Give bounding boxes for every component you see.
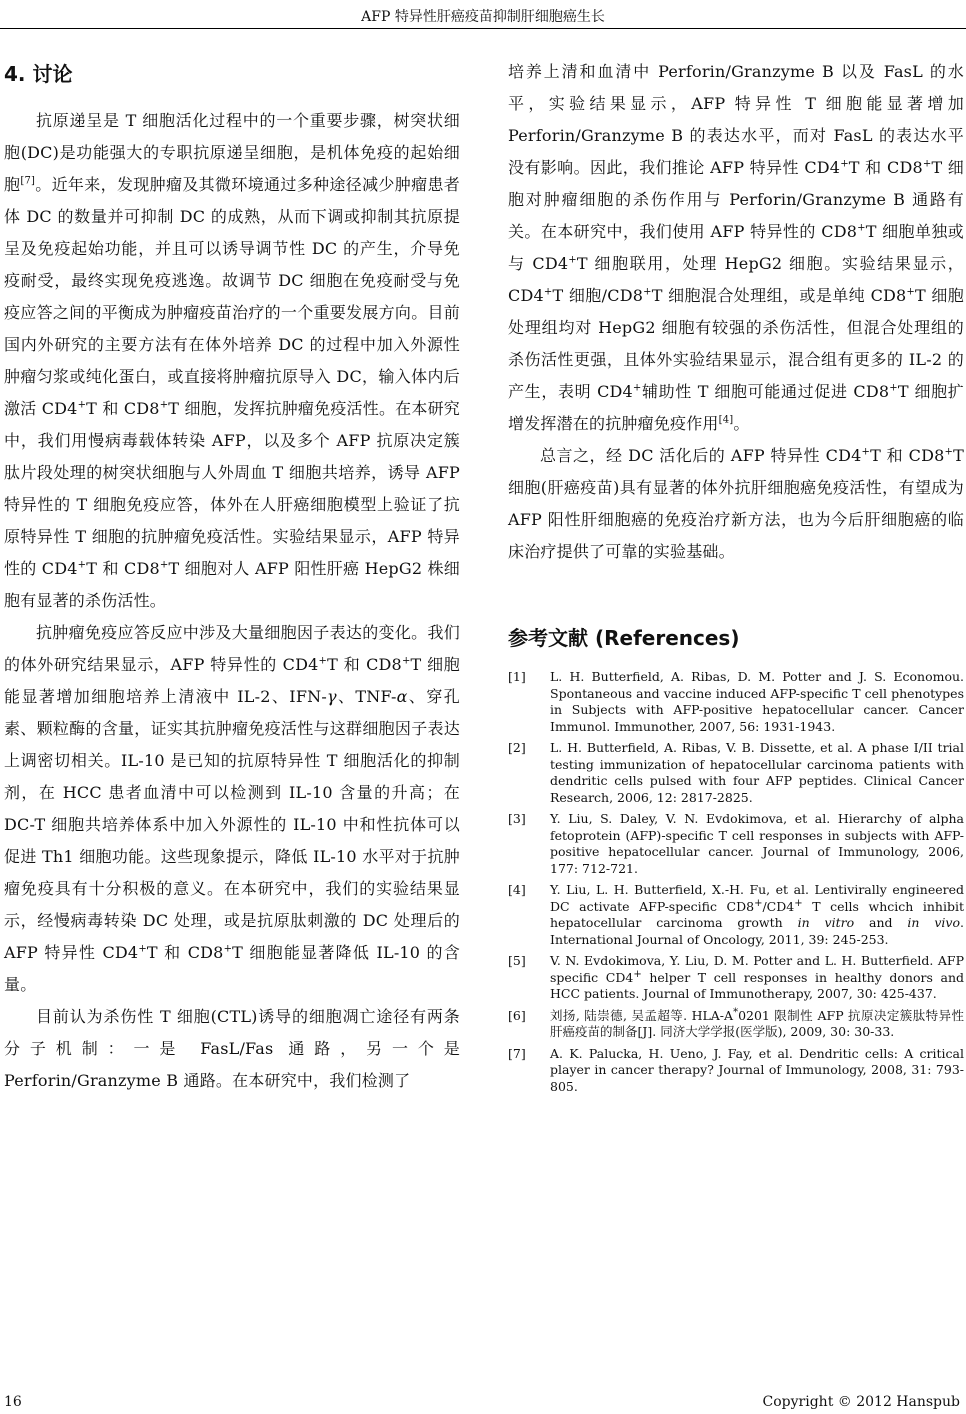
reference-text: V. N. Evdokimova, Y. Liu, D. M. Potter and L. H. Butterfield. AFP specific CD4+ helper T cell responses in healthy donors and HCC patients. Journal of Immunotherapy, 2007, 30: 425-437.	[550, 953, 964, 1001]
reference-item	[508, 811, 964, 877]
superscript: +	[138, 943, 147, 955]
left-paragraph-3: 目前认为杀伤性 T 细胞(CTL)诱导的细胞凋亡途径有两条分子机制：一是 FasL/Fas 通路，另一个是 Perforin/Granzyme B 通路。在本研究中，我们检测了	[4, 1007, 460, 1090]
reference-item	[508, 669, 964, 735]
superscript: *	[733, 1006, 739, 1018]
superscript: +	[754, 897, 763, 909]
superscript: +	[401, 655, 411, 667]
superscript: +	[77, 399, 87, 411]
reference-number: [4]	[508, 882, 526, 897]
reference-text: Y. Liu, L. H. Butterfield, X.-H. Fu, et al. Lentivirally engineered DC activate AFP-specific CD8+/CD4+ T cells whcich inhibit hepatocellular carcinoma growth in vitro and in vivo. International Journal of Oncology, 2011, 39: 245-253.	[550, 882, 964, 947]
right-paragraph-2: 总言之，经 DC 活化后的 AFP 特异性 CD4+T 和 CD8+T 细胞(肝癌疫苗)具有显著的体外抗肝细胞癌免疫活性，有望成为 AFP 阳性肝细胞癌的免疫治疗新方法，也为今后肝细胞癌的临床治疗提供了可靠的实验基础。	[508, 446, 964, 561]
superscript: +	[159, 559, 169, 571]
superscript: +	[861, 446, 871, 458]
superscript: +	[643, 286, 652, 298]
superscript: +	[159, 399, 169, 411]
header-rule	[0, 28, 966, 29]
reference-item	[508, 1008, 964, 1041]
superscript: +	[568, 254, 577, 266]
superscript: +	[794, 897, 803, 909]
reference-text: L. H. Butterfield, A. Ribas, D. M. Potter and J. S. Economou. Spontaneous and vaccine induced AFP-specific T cell phenotypes in Subjects with AFP-positive hepatocellular cancer. Cancer Immunol. Immunother, 2007, 56: 1931-1943.	[550, 669, 964, 734]
reference-number: [2]	[508, 740, 526, 755]
reference-item	[508, 882, 964, 948]
italic-text: α	[396, 687, 408, 706]
superscript: +	[318, 655, 328, 667]
reference-text: 刘扬, 陆崇德, 吴孟超等. HLA-A*0201 限制性 AFP 抗原决定簇肽特异性肝癌疫苗的制备[J]. 同济大学学报(医学版), 2009, 30: 30-33.	[550, 1006, 965, 1039]
reference-item	[508, 740, 964, 806]
reference-text: Y. Liu, S. Daley, V. N. Evdokimova, et al. Hierarchy of alpha fetoprotein (AFP)-specific T cell responses in subjects with AFP-positive hepatocellular cancer. Journal of Immunology, 2006, 177: 712-721.	[550, 811, 964, 876]
right-paragraph-1: 培养上清和血清中 Perforin/Granzyme B 以及 FasL 的水平，实验结果显示，AFP 特异性 T 细胞能显著增加 Perforin/Granzyme B 的表达水平，而对 FasL 的表达水平没有影响。因此，我们推论 AFP 特异性 CD4+T 和 CD8+T 细胞对肿瘤细胞的杀伤作用与 Perforin/Granzyme B 通路有关。在本研究中，我们使用 AFP 特异性的 CD8+T 细胞单独或与 CD4+T 细胞联用，处理 HepG2 细胞。实验结果显示，CD4+T 细胞/CD8+T 细胞混合处理组，或是单纯 CD8+T 细胞处理组均对 HepG2 细胞有较强的杀伤活性，但混合处理组的杀伤活性更强，且体外实验结果显示，混合组有更多的 IL-2 的产生，表明 CD4+辅助性 T 细胞可能通过促进 CD8+T 细胞扩增发挥潜在的抗肿瘤免疫作用[4]。	[508, 62, 965, 433]
left-body	[4, 105, 460, 1097]
section-title: 4. 讨论	[4, 62, 73, 86]
italic-text: γ	[326, 687, 337, 706]
superscript: +	[632, 382, 642, 394]
reference-text: A. K. Palucka, H. Ueno, J. Fay, et al. Dendritic cells: A critical player in cancer therapy? Journal of Immunology, 2008, 31: 793-805.	[550, 1045, 964, 1094]
references-title: 参考文献 (References)	[508, 626, 740, 650]
superscript: +	[543, 286, 553, 298]
italic-text: in vivo	[907, 915, 961, 930]
superscript: +	[223, 943, 233, 955]
superscript: [7]	[20, 175, 36, 187]
reference-text: L. H. Butterfield, A. Ribas, V. B. Dissette, et al. A phase I/II trial testing immunization of hepatocellular carcinoma patients with dendritic cells pulsed with four AFP peptides. Clinical Cancer Research, 2006, 12: 2817-2825.	[550, 740, 964, 805]
left-paragraph-1: 抗原递呈是 T 细胞活化过程中的一个重要步骤，树突状细胞(DC)是功能强大的专职抗原递呈细胞，是机体免疫的起始细胞[7]。近年来，发现肿瘤及其微环境通过多种途径减少肿瘤患者体 DC 的数量并可抑制 DC 的成熟，从而下调或抑制其抗原提呈及免疫起始功能，并且可以诱导调节性 DC 的产生，介导免疫耐受，最终实现免疫逃逸。故调节 DC 细胞在免疫耐受与免疫应答之间的平衡成为肿瘤疫苗治疗的一个重要发展方向。目前国内外研究的主要方法有在体外培养 DC 的过程中加入外源性肿瘤匀浆或纯化蛋白，或直接将肿瘤抗原导入 DC，输入体内后激活 CD4+T 和 CD8+T 细胞，发挥抗肿瘤免疫活性。在本研究中，我们用慢病毒载体转染 AFP，以及多个 AFP 抗原决定簇肽片段处理的树突状细胞与人外周血 T 细胞共培养，诱导 AFP 特异性的 T 细胞免疫应答，体外在人肝癌细胞模型上验证了抗原特异性 T 细胞的抗肿瘤免疫活性。实验结果显示，AFP 特异性的 CD4+T 和 CD8+T 细胞对人 AFP 阳性肝癌 HepG2 株细胞有显著的杀伤活性。	[4, 111, 461, 610]
left-column	[4, 56, 460, 1097]
superscript: +	[889, 382, 898, 394]
italic-text: in vitro	[797, 915, 855, 930]
superscript: +	[77, 559, 87, 571]
superscript: +	[633, 968, 642, 980]
reference-number: [3]	[508, 811, 526, 826]
reference-number: [1]	[508, 669, 526, 684]
superscript: +	[906, 286, 916, 298]
right-body	[508, 56, 964, 568]
left-paragraph-2: 抗肿瘤免疫应答反应中涉及大量细胞因子表达的变化。我们的体外研究结果显示，AFP 特异性的 CD4+T 和 CD8+T 细胞能显著增加细胞培养上清液中 IL-2、IFN-γ、TNF-α、穿孔素、颗粒酶的含量，证实其抗肿瘤免疫活性与这群细胞因子表达上调密切相关。IL-10 是已知的抗原特异性 T 细胞活化的抑制剂，在 HCC 患者血清中可以检测到 IL-10 含量的升高；在 DC-T 细胞共培养体系中加入外源性的 IL-10 中和性抗体可以促进 Th1 细胞功能。这些现象提示，降低 IL-10 水平对于抗肿瘤免疫具有十分积极的意义。在本研究中，我们的实验结果显示，经慢病毒转染 DC 处理，或是抗原肽刺激的 DC 处理后的 AFP 特异性 CD4+T 和 CD8+T 细胞能显著降低 IL-10 的含量。	[4, 623, 460, 994]
copyright-notice: Copyright © 2012 Hanspub	[762, 1394, 960, 1410]
right-column	[508, 56, 964, 1100]
reference-number: [6]	[508, 1007, 526, 1023]
superscript: +	[840, 158, 849, 170]
superscript: [4]	[718, 414, 734, 426]
reference-item	[508, 1046, 964, 1096]
reference-number: [5]	[508, 953, 526, 968]
superscript: +	[922, 158, 932, 170]
reference-list	[508, 669, 964, 1095]
reference-item	[508, 953, 964, 1003]
running-title: AFP 特异性肝癌疫苗抑制肝细胞癌生长	[361, 9, 605, 25]
superscript: +	[944, 446, 954, 458]
superscript: +	[857, 222, 866, 234]
page-number: 16	[4, 1394, 22, 1410]
reference-number: [7]	[508, 1045, 526, 1061]
